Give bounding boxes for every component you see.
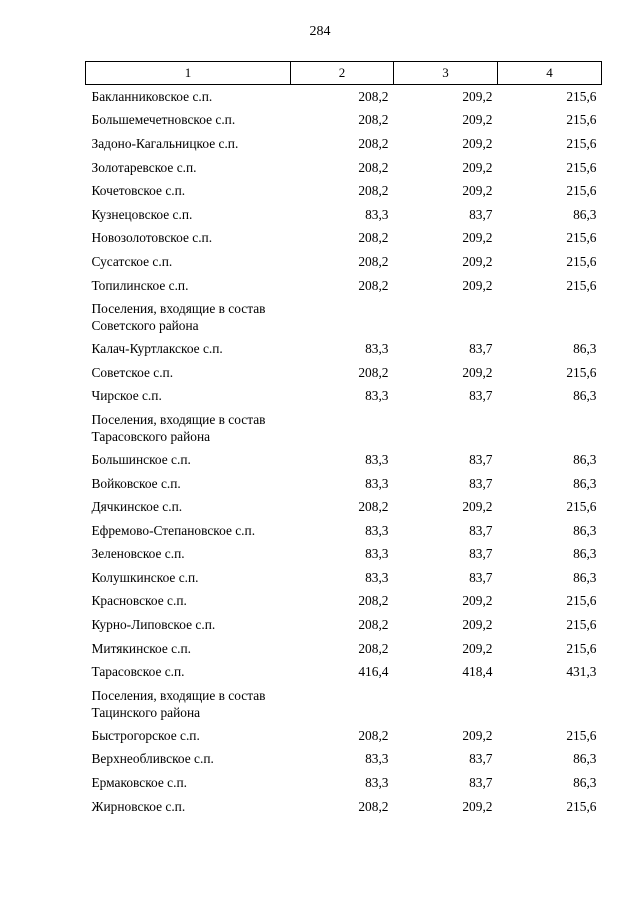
settlement-name: Большинское с.п. (91, 451, 191, 467)
value-col-4: 86,3 (573, 522, 597, 538)
value-col-2: 208,2 (358, 135, 389, 151)
table-row (86, 590, 602, 614)
value-col-2: 208,2 (358, 364, 389, 380)
value-col-4 (498, 408, 602, 448)
value-col-3: 209,2 (462, 230, 493, 246)
value-col-2: 208,2 (358, 88, 389, 104)
value-col-2: 208,2 (358, 183, 389, 199)
settlement-name: Задоно-Кагальницкое с.п. (91, 135, 239, 151)
value-col-3: 83,7 (469, 475, 493, 491)
value-col-3: 83,7 (469, 751, 493, 767)
value-col-2 (291, 408, 394, 448)
header-col-4: 4 (498, 62, 602, 85)
value-col-4: 215,6 (566, 640, 597, 656)
value-col-2: 208,2 (358, 617, 389, 633)
value-col-2: 83,3 (365, 751, 389, 767)
table-row (86, 337, 602, 361)
value-col-3: 83,7 (469, 569, 493, 585)
group-heading-row (86, 684, 602, 724)
table-body (86, 85, 602, 819)
table-row (86, 250, 602, 274)
value-col-4: 215,6 (566, 364, 597, 380)
value-col-2: 83,3 (365, 775, 389, 791)
value-col-4: 86,3 (573, 341, 597, 357)
value-col-3 (394, 408, 498, 448)
value-col-2: 83,3 (365, 475, 389, 491)
value-col-3: 209,2 (462, 640, 493, 656)
settlement-name: Зеленовское с.п. (91, 546, 185, 562)
settlement-name: Войковское с.п. (91, 475, 181, 491)
settlement-name: Кочетовское с.п. (91, 183, 186, 199)
settlement-name: Топилинское с.п. (91, 277, 189, 293)
value-col-4: 86,3 (573, 546, 597, 562)
table-row (86, 660, 602, 684)
value-col-4 (498, 297, 602, 337)
value-col-3: 83,7 (469, 775, 493, 791)
value-col-2: 208,2 (358, 593, 389, 609)
value-col-4: 86,3 (573, 388, 597, 404)
value-col-3: 209,2 (462, 159, 493, 175)
value-col-3: 209,2 (462, 277, 493, 293)
table-row (86, 203, 602, 227)
value-col-2: 416,4 (358, 664, 389, 680)
settlement-name: Новозолотовское с.п. (91, 230, 213, 246)
value-col-3 (394, 297, 498, 337)
value-col-3: 209,2 (462, 593, 493, 609)
value-col-3: 83,7 (469, 206, 493, 222)
table-row (86, 724, 602, 748)
value-col-3: 209,2 (462, 253, 493, 269)
value-col-2: 83,3 (365, 341, 389, 357)
value-col-4: 86,3 (573, 451, 597, 467)
table-row (86, 227, 602, 251)
table-row (86, 748, 602, 772)
value-col-2: 208,2 (358, 277, 389, 293)
group-heading: Поселения, входящие в состав Тацинского района (91, 688, 266, 721)
value-col-2: 208,2 (358, 727, 389, 743)
settlement-name: Дячкинское с.п. (91, 499, 183, 515)
table-row (86, 274, 602, 298)
value-col-4: 215,6 (566, 183, 597, 199)
value-col-2: 83,3 (365, 546, 389, 562)
header-col-3: 3 (394, 62, 498, 85)
value-col-4: 86,3 (573, 475, 597, 491)
table-header (86, 62, 602, 85)
table-row (86, 85, 602, 109)
settlement-name: Красновское с.п. (91, 593, 187, 609)
settlement-name: Быстрогорское с.п. (91, 727, 200, 743)
value-col-2: 208,2 (358, 640, 389, 656)
value-col-4: 86,3 (573, 751, 597, 767)
value-col-2: 208,2 (358, 499, 389, 515)
value-col-3 (394, 684, 498, 724)
value-col-2: 83,3 (365, 451, 389, 467)
value-col-2: 208,2 (358, 159, 389, 175)
settlement-name: Кузнецовское с.п. (91, 206, 193, 222)
table-row (86, 771, 602, 795)
settlement-name: Калач-Куртлакское с.п. (91, 341, 223, 357)
settlement-name: Золотаревское с.п. (91, 159, 197, 175)
group-heading-row (86, 408, 602, 448)
header-col-2: 2 (291, 62, 394, 85)
value-col-2: 83,3 (365, 569, 389, 585)
value-col-3: 83,7 (469, 341, 493, 357)
value-col-3: 209,2 (462, 798, 493, 814)
settlement-name: Курно-Липовское с.п. (91, 617, 216, 633)
value-col-3: 418,4 (462, 664, 493, 680)
settlement-name: Бакланниковское с.п. (91, 88, 213, 104)
value-col-2: 208,2 (358, 253, 389, 269)
value-col-4: 431,3 (566, 664, 597, 680)
value-col-3: 209,2 (462, 88, 493, 104)
value-col-4: 86,3 (573, 569, 597, 585)
value-col-3: 209,2 (462, 112, 493, 128)
value-col-2 (291, 684, 394, 724)
page-number: 284 (309, 24, 331, 39)
table-row (86, 519, 602, 543)
value-col-4 (498, 684, 602, 724)
settlement-name: Ефремово-Степановское с.п. (91, 522, 256, 538)
value-col-4: 215,6 (566, 593, 597, 609)
settlement-name: Жирновское с.п. (91, 798, 186, 814)
table-row (86, 472, 602, 496)
table-row (86, 132, 602, 156)
value-col-4: 215,6 (566, 253, 597, 269)
settlement-name: Чирское с.п. (91, 388, 162, 404)
value-col-4: 86,3 (573, 775, 597, 791)
value-col-2 (291, 297, 394, 337)
group-heading-row (86, 297, 602, 337)
group-heading: Поселения, входящие в состав Тарасовского района (91, 412, 266, 445)
table-row (86, 566, 602, 590)
value-col-3: 209,2 (462, 183, 493, 199)
settlement-name: Колушкинское с.п. (91, 569, 199, 585)
value-col-4: 215,6 (566, 88, 597, 104)
table-row (86, 795, 602, 819)
value-col-4: 215,6 (566, 277, 597, 293)
table-row (86, 385, 602, 409)
settlement-name: Тарасовское с.п. (91, 664, 185, 680)
header-row (86, 62, 602, 85)
value-col-2: 83,3 (365, 388, 389, 404)
table-row (86, 109, 602, 133)
value-col-3: 209,2 (462, 499, 493, 515)
data-table (85, 61, 602, 818)
settlement-name: Митякинское с.п. (91, 640, 191, 656)
table-row (86, 613, 602, 637)
settlement-name: Большемечетновское с.п. (91, 112, 236, 128)
value-col-4: 215,6 (566, 159, 597, 175)
table-row (86, 448, 602, 472)
value-col-4: 215,6 (566, 798, 597, 814)
value-col-2: 83,3 (365, 522, 389, 538)
value-col-3: 209,2 (462, 135, 493, 151)
header-col-1: 1 (86, 62, 291, 85)
settlement-name: Ермаковское с.п. (91, 775, 187, 791)
value-col-3: 209,2 (462, 364, 493, 380)
settlement-name: Верхнеобливское с.п. (91, 751, 214, 767)
table-row (86, 637, 602, 661)
value-col-4: 215,6 (566, 112, 597, 128)
value-col-3: 83,7 (469, 451, 493, 467)
settlement-name: Сусатское с.п. (91, 253, 173, 269)
value-col-3: 83,7 (469, 546, 493, 562)
table-row (86, 361, 602, 385)
table-row (86, 543, 602, 567)
value-col-4: 215,6 (566, 617, 597, 633)
value-col-4: 215,6 (566, 135, 597, 151)
group-heading: Поселения, входящие в состав Советского района (91, 301, 266, 334)
value-col-4: 215,6 (566, 727, 597, 743)
value-col-2: 208,2 (358, 112, 389, 128)
table-row (86, 495, 602, 519)
table-row (86, 179, 602, 203)
value-col-2: 208,2 (358, 798, 389, 814)
value-col-3: 83,7 (469, 388, 493, 404)
value-col-4: 86,3 (573, 206, 597, 222)
value-col-4: 215,6 (566, 230, 597, 246)
value-col-2: 83,3 (365, 206, 389, 222)
value-col-3: 209,2 (462, 727, 493, 743)
value-col-2: 208,2 (358, 230, 389, 246)
value-col-3: 209,2 (462, 617, 493, 633)
value-col-4: 215,6 (566, 499, 597, 515)
value-col-3: 83,7 (469, 522, 493, 538)
table-row (86, 156, 602, 180)
settlement-name: Советское с.п. (91, 364, 174, 380)
